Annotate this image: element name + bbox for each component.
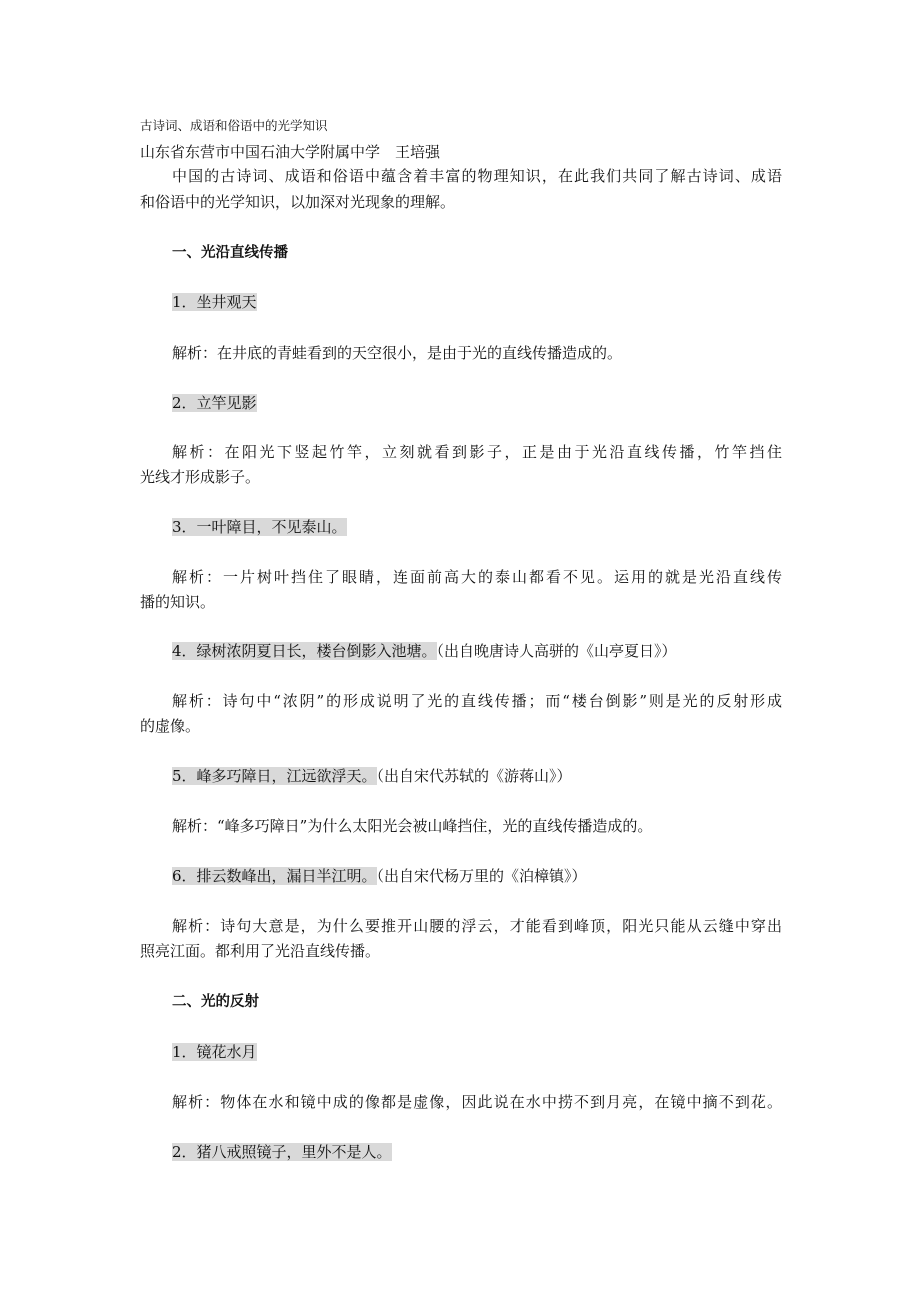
analysis-line: 的虚像。 (140, 717, 201, 735)
analysis-line: 解析：诗句中“浓阴”的形成说明了光的直线传播；而“楼台倒影”则是光的反射形成 (172, 692, 782, 710)
item-label: 6．排云数峰出，漏日半江明。 (172, 867, 377, 885)
analysis-line: 解析：在井底的青蛙看到的天空很小，是由于光的直线传播造成的。 (172, 344, 623, 362)
list-item (172, 1042, 257, 1062)
analysis-line: 播的知识。 (140, 593, 216, 611)
intro-line-2: 和俗语中的光学知识，以加深对光现象的理解。 (140, 193, 456, 211)
analysis-line: 解析：诗句大意是，为什么要推开山腰的浮云，才能看到峰顶，阳光只能从云缝中穿出 (172, 917, 782, 935)
analysis-line: 解析：一片树叶挡住了眼睛，连面前高大的泰山都看不见。运用的就是光沿直线传 (172, 568, 782, 586)
section-heading: 二、光的反射 (172, 994, 259, 1010)
item-label: 2．立竿见影 (172, 394, 257, 412)
list-item (172, 766, 572, 786)
document-title: 古诗词、成语和俗语中的光学知识 (140, 118, 328, 133)
analysis-line: 解析：在阳光下竖起竹竿，立刻就看到影子，正是由于光沿直线传播，竹竿挡住 (172, 443, 782, 461)
item-label: 2．猪八戒照镜子，里外不是人。 (172, 1143, 392, 1161)
list-item (172, 517, 347, 537)
intro-line-1: 中国的古诗词、成语和俗语中蕴含着丰富的物理知识，在此我们共同了解古诗词、成语 (172, 167, 782, 185)
analysis-line: 解析：“峰多巧障日”为什么太阳光会被山峰挡住，光的直线传播造成的。 (172, 817, 653, 835)
list-item (172, 866, 587, 886)
analysis-line: 光线才形成影子。 (140, 468, 261, 486)
item-label: 1．镜花水月 (172, 1043, 257, 1061)
analysis-line: 照亮江面。都利用了光沿直线传播。 (140, 942, 381, 960)
list-item (172, 1142, 392, 1162)
list-item (172, 292, 257, 312)
section-heading: 一、光沿直线传播 (172, 245, 288, 261)
analysis-line: 解析：物体在水和镜中成的像都是虚像，因此说在水中捞不到月亮，在镜中摘不到花。 (172, 1093, 782, 1111)
item-source: （出自宋代苏轼的《游蒋山》） (376, 767, 572, 785)
item-label: 3．一叶障目，不见泰山。 (172, 518, 347, 536)
item-label: 5．峰多巧障日，江远欲浮天。 (172, 767, 377, 785)
list-item (172, 393, 257, 413)
list-item (172, 641, 677, 661)
item-source: （出自晚唐诗人高骈的《山亭夏日》） (436, 642, 677, 660)
item-label: 4．绿树浓阴夏日长，楼台倒影入池塘。 (172, 642, 437, 660)
item-source: （出自宋代杨万里的《泊樟镇》） (376, 867, 587, 885)
item-label: 1．坐井观天 (172, 293, 257, 311)
author-line: 山东省东营市中国石油大学附属中学 王培强 (140, 143, 441, 161)
